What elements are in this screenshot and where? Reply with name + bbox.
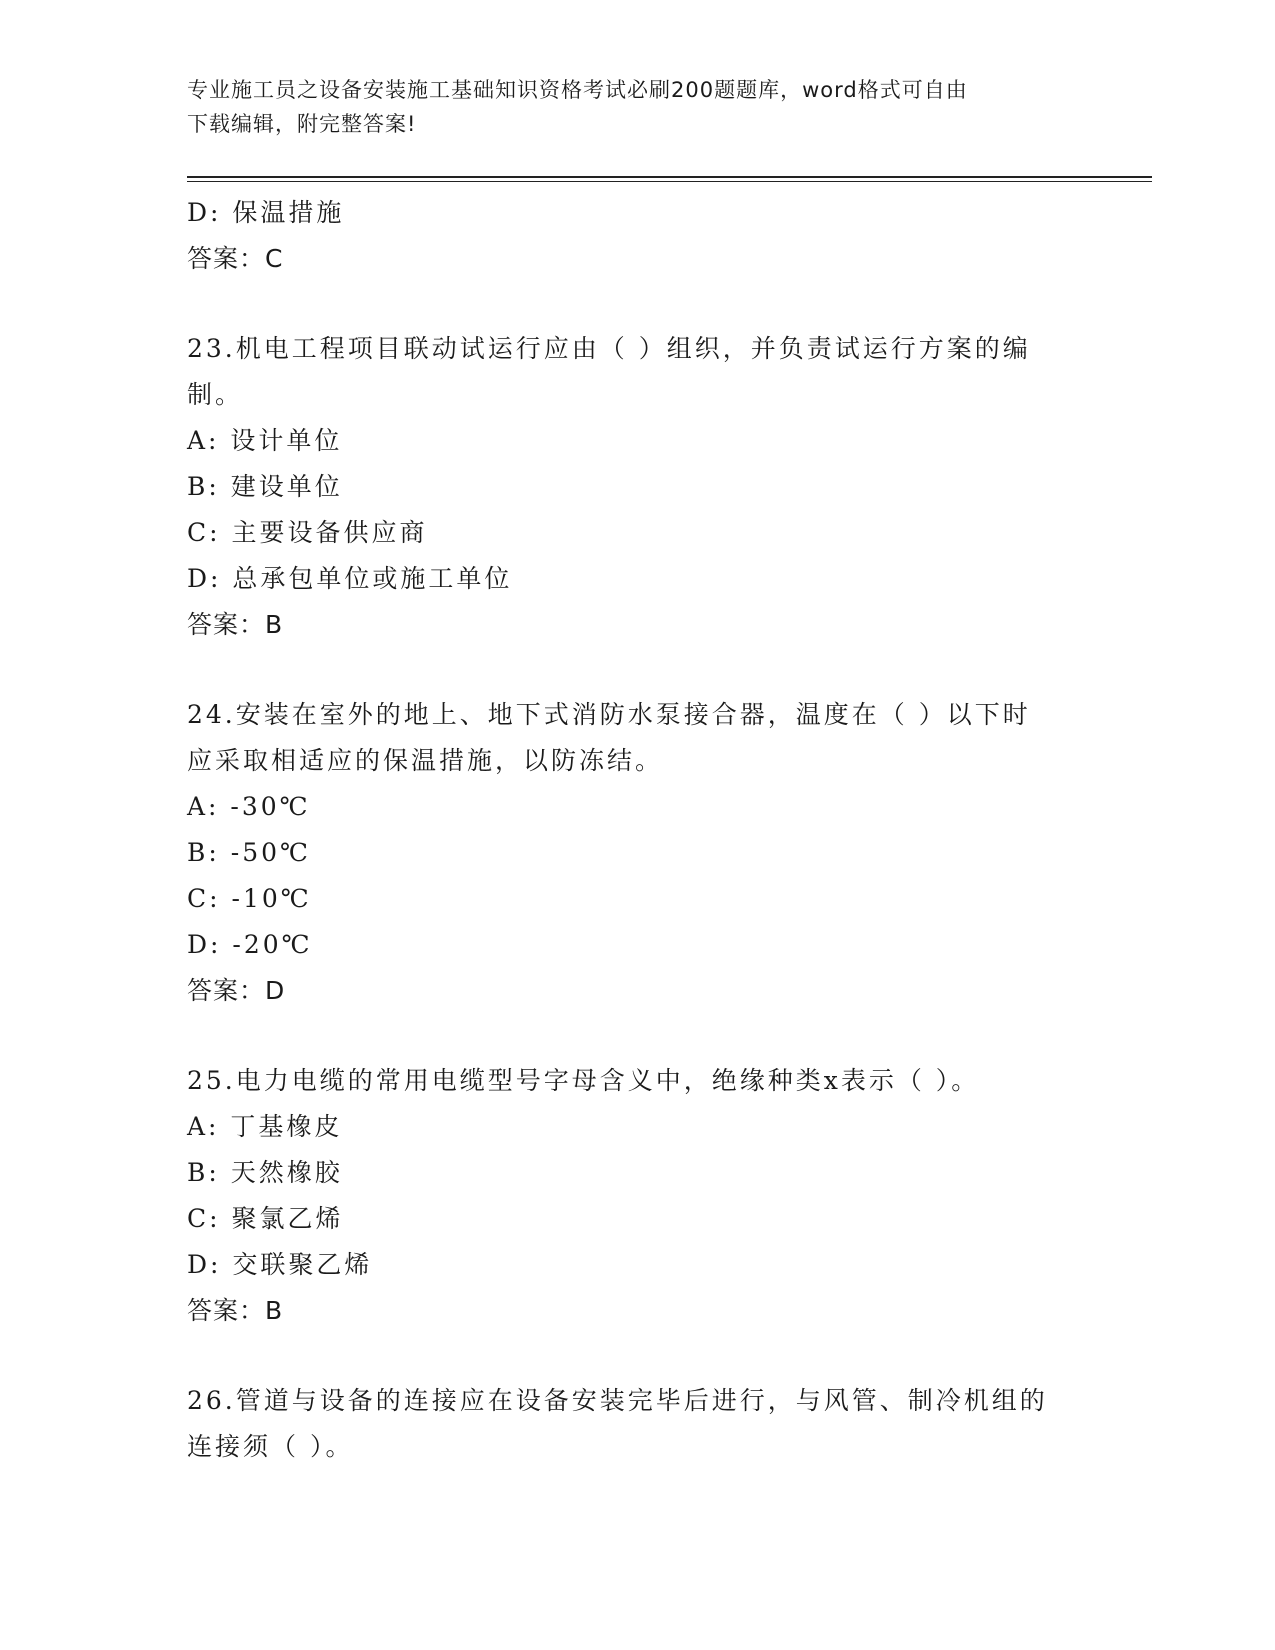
question-26 <box>187 1378 1077 1470</box>
question-text-line-2: 连接须（ ）。 <box>187 1432 354 1461</box>
option-c: C: -10℃ <box>187 884 312 913</box>
question-text-line-1: 24.安装在室外的地上、地下式消防水泵接合器，温度在（ ）以下时 <box>187 700 1031 729</box>
question-list <box>187 190 1077 1470</box>
answer-label: 答案：D <box>187 976 286 1005</box>
option-a: A: -30℃ <box>187 792 311 821</box>
option-b: B: 建设单位 <box>187 472 343 501</box>
question-23 <box>187 326 1077 648</box>
question-text-line-1: 23.机电工程项目联动试运行应由（ ）组织，并负责试运行方案的编 <box>187 334 1031 363</box>
answer-label: 答案：C <box>187 244 284 273</box>
option-a: A: 设计单位 <box>187 426 343 455</box>
answer-label: 答案：B <box>187 1296 284 1325</box>
option-d: D: 交联聚乙烯 <box>187 1250 373 1279</box>
option-a: A: 丁基橡皮 <box>187 1112 343 1141</box>
option-b: B: -50℃ <box>187 838 311 867</box>
question-text-line-2: 制。 <box>187 380 244 409</box>
header-divider-thin <box>187 181 1152 182</box>
header-line-2: 下载编辑，附完整答案! <box>187 112 417 136</box>
question-22-tail <box>187 190 1077 282</box>
question-text-line-1: 25.电力电缆的常用电缆型号字母含义中，绝缘种类x表示（ ）。 <box>187 1066 980 1095</box>
header-line-1: 专业施工员之设备安装施工基础知识资格考试必刷200题题库，word格式可自由 <box>187 78 968 102</box>
option-c: C: 聚氯乙烯 <box>187 1204 344 1233</box>
option-c: C: 主要设备供应商 <box>187 518 428 547</box>
option-d: D: 保温措施 <box>187 198 345 227</box>
question-24 <box>187 692 1077 1014</box>
question-25 <box>187 1058 1077 1334</box>
option-d: D: -20℃ <box>187 930 313 959</box>
option-b: B: 天然橡胶 <box>187 1158 343 1187</box>
option-d: D: 总承包单位或施工单位 <box>187 564 513 593</box>
question-text-line-1: 26.管道与设备的连接应在设备安装完毕后进行，与风管、制冷机组的 <box>187 1386 1048 1415</box>
question-text-line-2: 应采取相适应的保温措施，以防冻结。 <box>187 746 664 775</box>
document-header <box>187 73 1087 141</box>
header-divider-thick <box>187 176 1152 178</box>
answer-label: 答案：B <box>187 610 284 639</box>
